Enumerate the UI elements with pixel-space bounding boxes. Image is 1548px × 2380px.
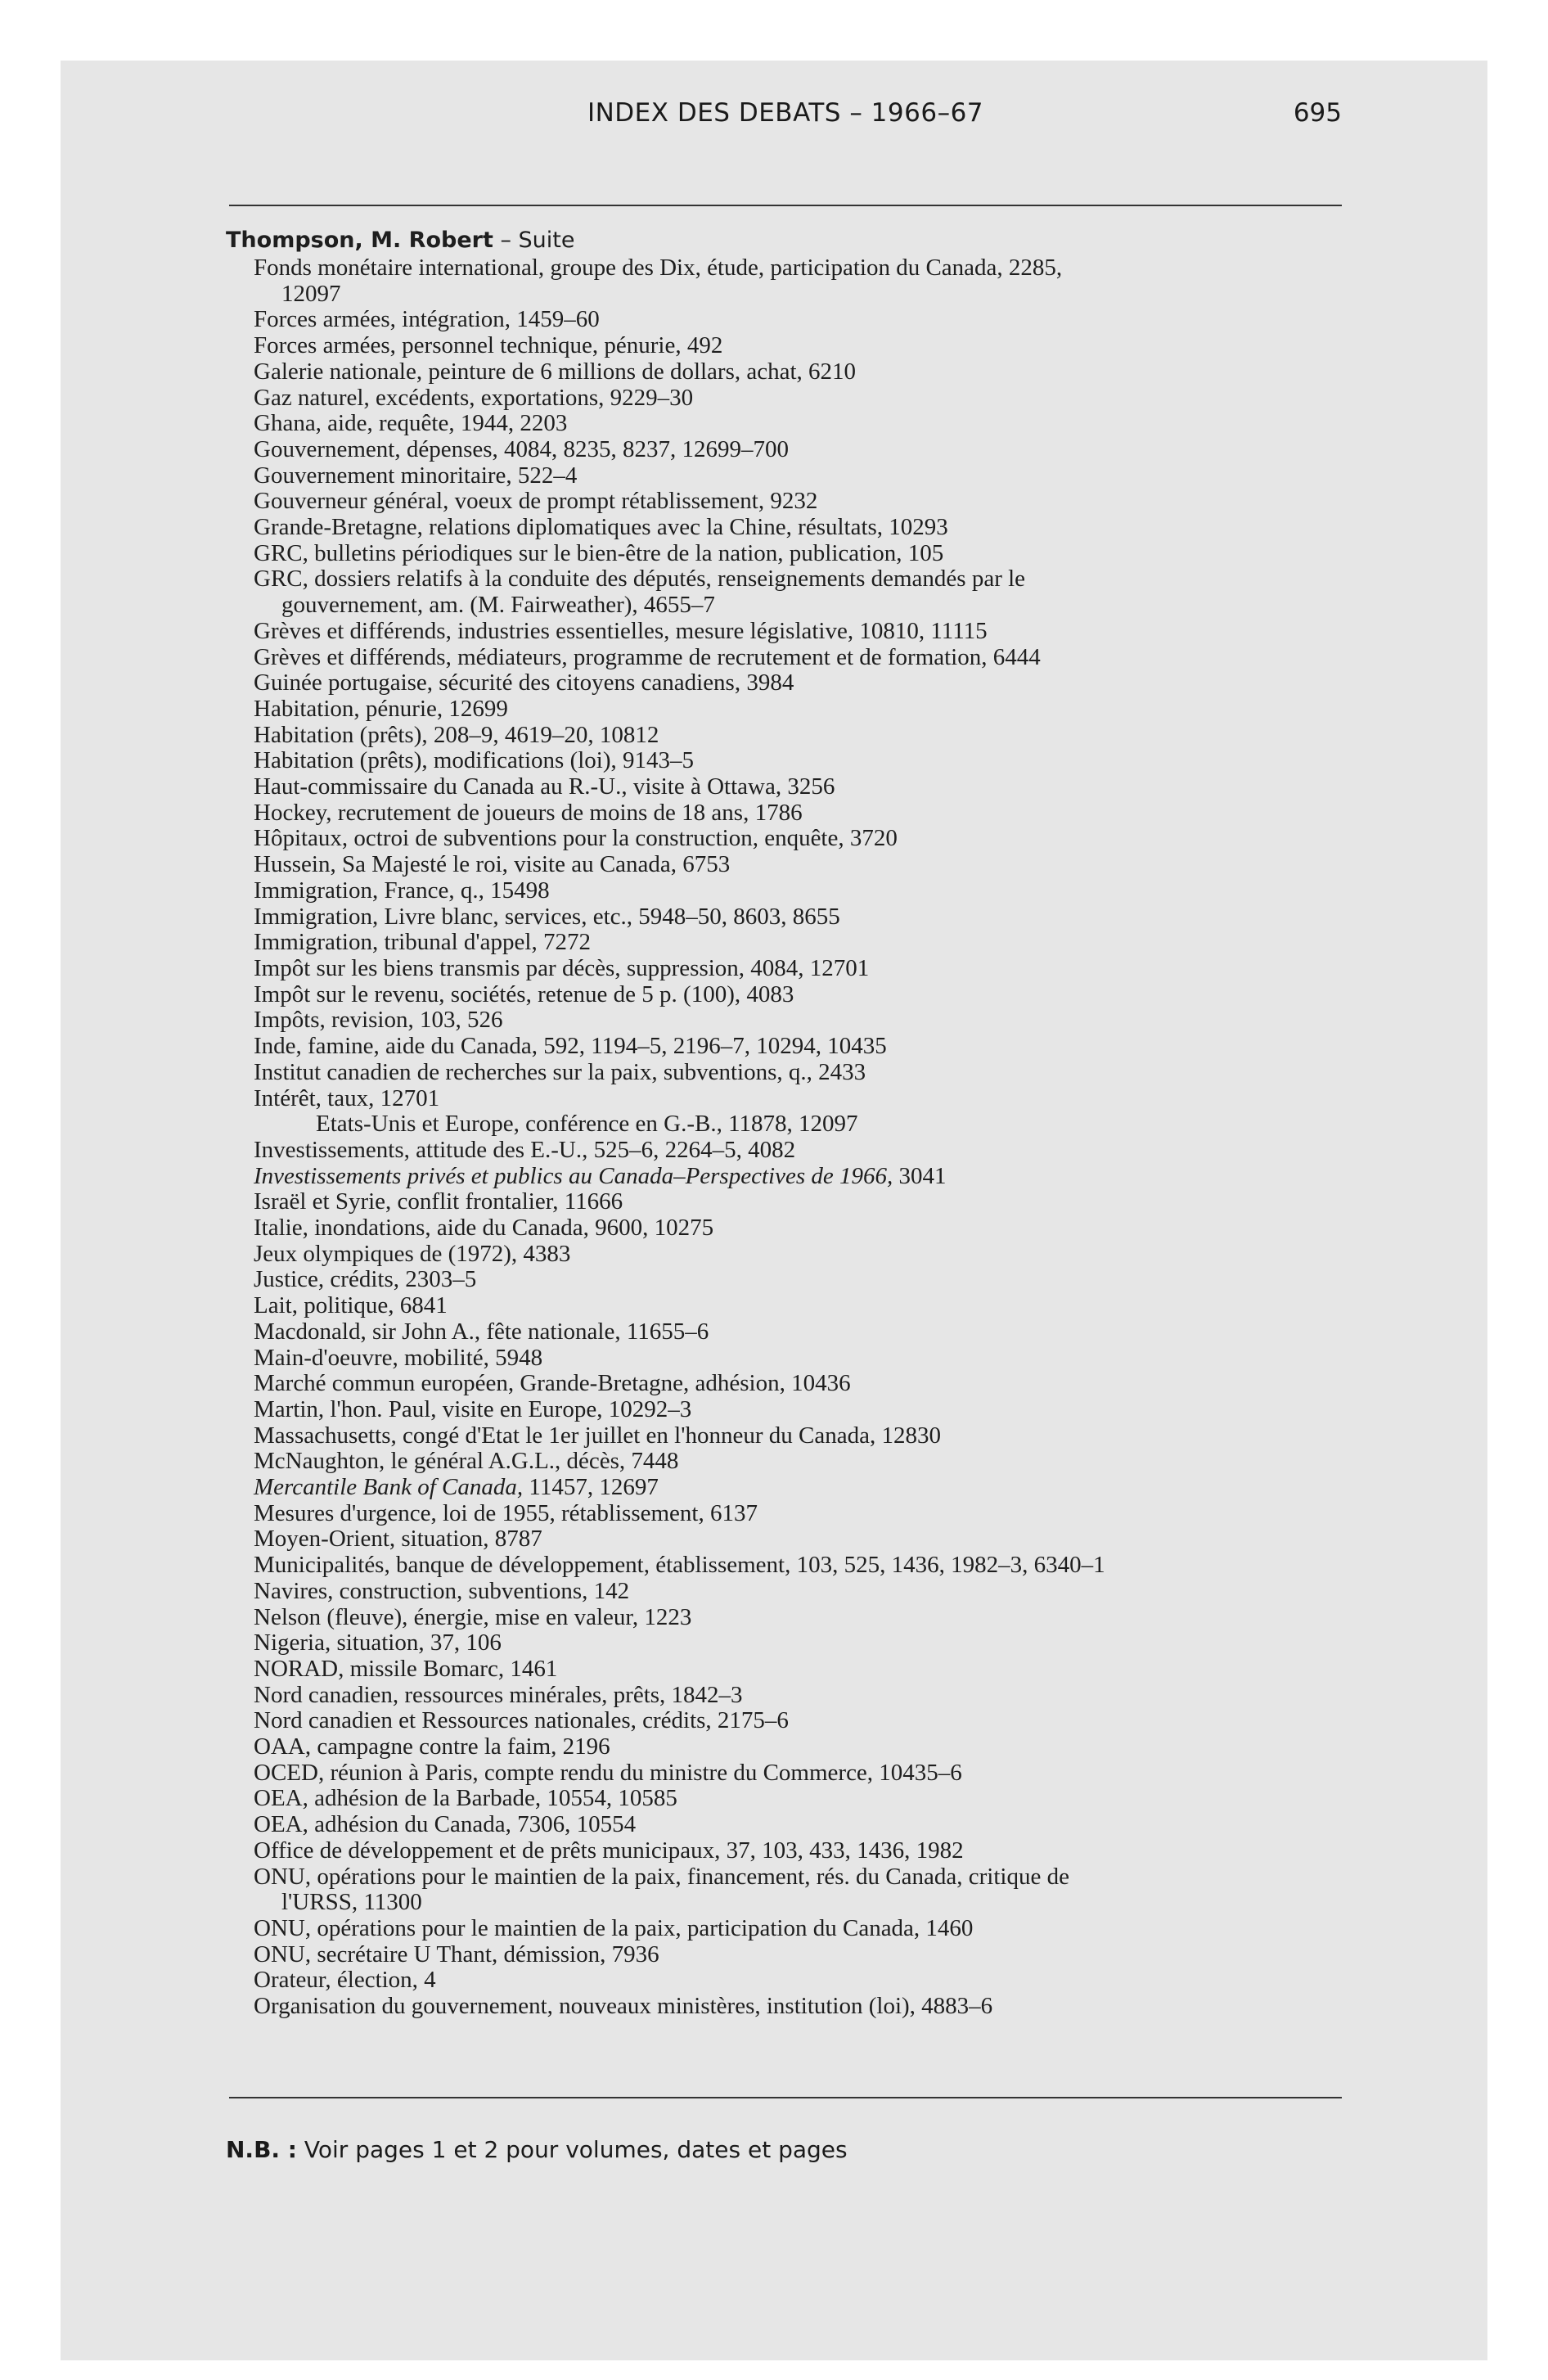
entry-text: Habitation (prêts), modifications (loi), 9143–5 (254, 747, 695, 774)
index-entry (226, 696, 1371, 723)
index-entry (226, 1449, 1371, 1475)
entry-text: Grèves et différends, industries essentielles, mesure législative, 10810, 11115 (254, 617, 988, 644)
entry-text: Nord canadien, ressources minérales, prêts, 1842–3 (254, 1681, 743, 1708)
index-entry (226, 1397, 1371, 1423)
index-entry (226, 1579, 1371, 1605)
index-entry (226, 1267, 1371, 1293)
entry-text: Jeux olympiques de (1972), 4383 (254, 1240, 571, 1267)
index-entry (226, 619, 1371, 645)
entry-text: Gaz naturel, excédents, exportations, 9229–30 (254, 384, 694, 411)
page-header (229, 98, 1342, 156)
entry-text: McNaughton, le général A.G.L., décès, 7448 (254, 1448, 679, 1475)
entry-text: Habitation (prêts), 208–9, 4619–20, 10812 (254, 721, 659, 748)
index-entry (226, 1553, 1371, 1579)
index-entry (226, 1086, 1371, 1112)
index-entry (226, 1942, 1371, 1968)
index-entry (226, 307, 1371, 333)
entry-text: GRC, dossiers relatifs à la conduite des députés, renseignements demandés par le (254, 566, 1026, 593)
index-entry (226, 1786, 1371, 1812)
index-entry (226, 1475, 1371, 1501)
index-entry (226, 878, 1371, 904)
index-content (226, 226, 1371, 2020)
index-entry (226, 515, 1371, 541)
entry-text: Impôt sur les biens transmis par décès, suppression, 4084, 12701 (254, 954, 870, 981)
entry-text: Immigration, Livre blanc, services, etc., 5948–50, 8603, 8655 (254, 903, 840, 930)
entry-text: Guinée portugaise, sécurité des citoyens canadiens, 3984 (254, 669, 794, 696)
entry-text: Justice, crédits, 2303–5 (254, 1266, 477, 1293)
index-entry (226, 956, 1371, 982)
index-entry (226, 1164, 1371, 1190)
index-entry (226, 1994, 1371, 2020)
entry-italic-title: Mercantile Bank of Canada, (254, 1474, 524, 1501)
entry-text: 3041 (893, 1162, 947, 1189)
entry-text: Nord canadien et Ressources nationales, crédits, 2175–6 (254, 1707, 789, 1734)
entry-text: Nelson (fleuve), énergie, mise en valeur, 1223 (254, 1603, 692, 1630)
entry-text: Macdonald, sir John A., fête nationale, 11655–6 (254, 1318, 709, 1345)
index-entry (226, 333, 1371, 359)
index-entry (226, 255, 1371, 307)
entry-text: Habitation, pénurie, 12699 (254, 695, 508, 722)
index-entry (226, 930, 1371, 956)
entry-text: NORAD, missile Bomarc, 1461 (254, 1655, 558, 1682)
index-entry (226, 904, 1371, 931)
index-entry (226, 566, 1371, 618)
entry-text: 11457, 12697 (523, 1474, 659, 1501)
index-entry (226, 982, 1371, 1008)
entry-text: Municipalités, banque de développement, établissement, 103, 525, 1436, 1982–3, 6340–1 (254, 1552, 1105, 1579)
entry-text: Main-d'oeuvre, mobilité, 5948 (254, 1344, 543, 1371)
entry-text: Gouvernement, dépenses, 4084, 8235, 8237, 12699–700 (254, 435, 790, 462)
entry-text: Hôpitaux, octroi de subventions pour la construction, enquête, 3720 (254, 825, 898, 852)
entry-text: Moyen-Orient, situation, 8787 (254, 1526, 542, 1553)
entry-text: Ghana, aide, requête, 1944, 2203 (254, 410, 568, 437)
entry-text: OCED, réunion à Paris, compte rendu du ministre du Commerce, 10435–6 (254, 1759, 962, 1786)
index-entry (226, 826, 1371, 852)
index-entry (226, 1916, 1371, 1942)
entry-continuation: l'URSS, 11300 (281, 1889, 422, 1916)
entry-text: Nigeria, situation, 37, 106 (254, 1629, 502, 1657)
entry-text: Etats-Unis et Europe, conférence en G.-B., 11878, 12097 (316, 1111, 858, 1138)
index-entry (226, 1034, 1371, 1060)
entry-text: Impôt sur le revenu, sociétés, retenue de 5 p. (100), 4083 (254, 980, 794, 1007)
entry-text: Fonds monétaire international, groupe des Dix, étude, participation du Canada, 2285, (254, 255, 1063, 281)
entry-text: Investissements, attitude des E.-U., 525–6, 2264–5, 4082 (254, 1136, 796, 1163)
entry-text: Forces armées, personnel technique, pénurie, 492 (254, 332, 723, 359)
index-entry (226, 1319, 1371, 1346)
entry-italic-title: Investissements privés et publics au Canada–Perspectives de 1966, (254, 1162, 893, 1189)
index-entry (226, 1760, 1371, 1787)
entry-text: GRC, bulletins périodiques sur le bien-être de la nation, publication, 105 (254, 539, 944, 566)
entry-text: Navires, construction, subventions, 142 (254, 1577, 630, 1604)
index-entry (226, 1526, 1371, 1553)
entry-text: Galerie nationale, peinture de 6 millions de dollars, achat, 6210 (254, 358, 857, 385)
index-entry (226, 1812, 1371, 1838)
index-entry (226, 1630, 1371, 1657)
index-entry (226, 800, 1371, 827)
footer-note: Voir pages 1 et 2 pour volumes, dates et pages (297, 2136, 848, 2163)
footer-nb-label: N.B. : (226, 2136, 297, 2163)
entry-text: Immigration, France, q., 15498 (254, 877, 550, 904)
entry-text: OEA, adhésion du Canada, 7306, 10554 (254, 1811, 637, 1838)
running-title: INDEX DES DEBATS – 1966–67 (587, 98, 984, 128)
entry-continuation: 12097 (281, 280, 341, 307)
entry-text: Institut canadien de recherches sur la paix, subventions, q., 2433 (254, 1058, 866, 1085)
index-entry (226, 1657, 1371, 1683)
index-entry (226, 723, 1371, 749)
index-entry (226, 645, 1371, 671)
entry-text: ONU, secrétaire U Thant, démission, 7936 (254, 1941, 659, 1968)
entry-text: Mesures d'urgence, loi de 1955, rétablissement, 6137 (254, 1499, 758, 1526)
entry-text: Intérêt, taux, 12701 (254, 1084, 440, 1111)
entry-text: Italie, inondations, aide du Canada, 9600, 10275 (254, 1215, 714, 1242)
index-entries (226, 255, 1371, 2020)
page-number: 695 (1293, 98, 1342, 128)
index-entry (226, 463, 1371, 489)
entry-text: Grèves et différends, médiateurs, programme de recrutement et de formation, 6444 (254, 643, 1041, 670)
index-entry (226, 670, 1371, 696)
entry-text: OAA, campagne contre la faim, 2196 (254, 1733, 610, 1760)
index-entry (226, 1111, 1371, 1138)
index-entry (226, 1215, 1371, 1242)
entry-text: ONU, opérations pour le maintien de la paix, financement, rés. du Canada, critique de (254, 1863, 1069, 1890)
index-entry (226, 489, 1371, 515)
index-entry (226, 774, 1371, 800)
index-entry (226, 1007, 1371, 1034)
entry-text: Israël et Syrie, conflit frontalier, 11666 (254, 1188, 623, 1215)
person-heading (226, 226, 1371, 255)
entry-text: Massachusetts, congé d'Etat le 1er juillet en l'honneur du Canada, 12830 (254, 1422, 941, 1449)
entry-text: Martin, l'hon. Paul, visite en Europe, 10292–3 (254, 1395, 692, 1422)
index-entry (226, 1501, 1371, 1527)
index-entry (226, 1242, 1371, 1268)
index-entry (226, 748, 1371, 774)
index-entry (226, 1371, 1371, 1397)
index-entry (226, 385, 1371, 412)
index-entry (226, 1605, 1371, 1631)
entry-text: Hockey, recrutement de joueurs de moins de 18 ans, 1786 (254, 799, 803, 826)
index-entry (226, 1968, 1371, 1994)
entry-text: OEA, adhésion de la Barbade, 10554, 10585 (254, 1785, 677, 1812)
entry-text: Office de développement et de prêts municipaux, 37, 103, 433, 1436, 1982 (254, 1837, 964, 1864)
entry-text: Hussein, Sa Majesté le roi, visite au Canada, 6753 (254, 851, 731, 878)
index-entry (226, 437, 1371, 463)
index-entry (226, 1346, 1371, 1372)
entry-text: Grande-Bretagne, relations diplomatiques avec la Chine, résultats, 10293 (254, 514, 948, 541)
entry-text: Orateur, élection, 4 (254, 1967, 436, 1994)
index-entry (226, 852, 1371, 878)
entry-text: Organisation du gouvernement, nouveaux ministères, institution (loi), 4883–6 (254, 1993, 993, 2020)
index-entry (226, 1683, 1371, 1709)
entry-text: Lait, politique, 6841 (254, 1292, 448, 1319)
index-entry (226, 1423, 1371, 1449)
index-entry (226, 411, 1371, 437)
entry-text: Forces armées, intégration, 1459–60 (254, 306, 600, 333)
footer-rule (229, 2097, 1342, 2098)
person-name: Thompson, M. Robert (226, 228, 493, 253)
entry-continuation: gouvernement, am. (M. Fairweather), 4655–7 (281, 592, 715, 619)
person-suite: – Suite (493, 228, 575, 253)
entry-text: Immigration, tribunal d'appel, 7272 (254, 929, 591, 956)
index-entry (226, 1189, 1371, 1215)
entry-text: Inde, famine, aide du Canada, 592, 1194–5, 2196–7, 10294, 10435 (254, 1033, 887, 1060)
index-entry (226, 1293, 1371, 1319)
index-entry (226, 1060, 1371, 1086)
index-entry (226, 541, 1371, 567)
header-rule (229, 205, 1342, 206)
index-entry (226, 1734, 1371, 1760)
index-entry (226, 359, 1371, 385)
index-entry (226, 1138, 1371, 1164)
page-footer (226, 2136, 1289, 2163)
entry-text: Marché commun européen, Grande-Bretagne, adhésion, 10436 (254, 1370, 851, 1397)
index-entry (226, 1708, 1371, 1734)
index-entry (226, 1864, 1371, 1916)
entry-text: Gouverneur général, voeux de prompt rétablissement, 9232 (254, 488, 818, 515)
entry-text: ONU, opérations pour le maintien de la paix, participation du Canada, 1460 (254, 1915, 974, 1941)
entry-text: Impôts, revision, 103, 526 (254, 1007, 503, 1034)
entry-text: Haut-commissaire du Canada au R.-U., visite à Ottawa, 3256 (254, 773, 835, 800)
index-entry (226, 1838, 1371, 1864)
entry-text: Gouvernement minoritaire, 522–4 (254, 462, 578, 489)
